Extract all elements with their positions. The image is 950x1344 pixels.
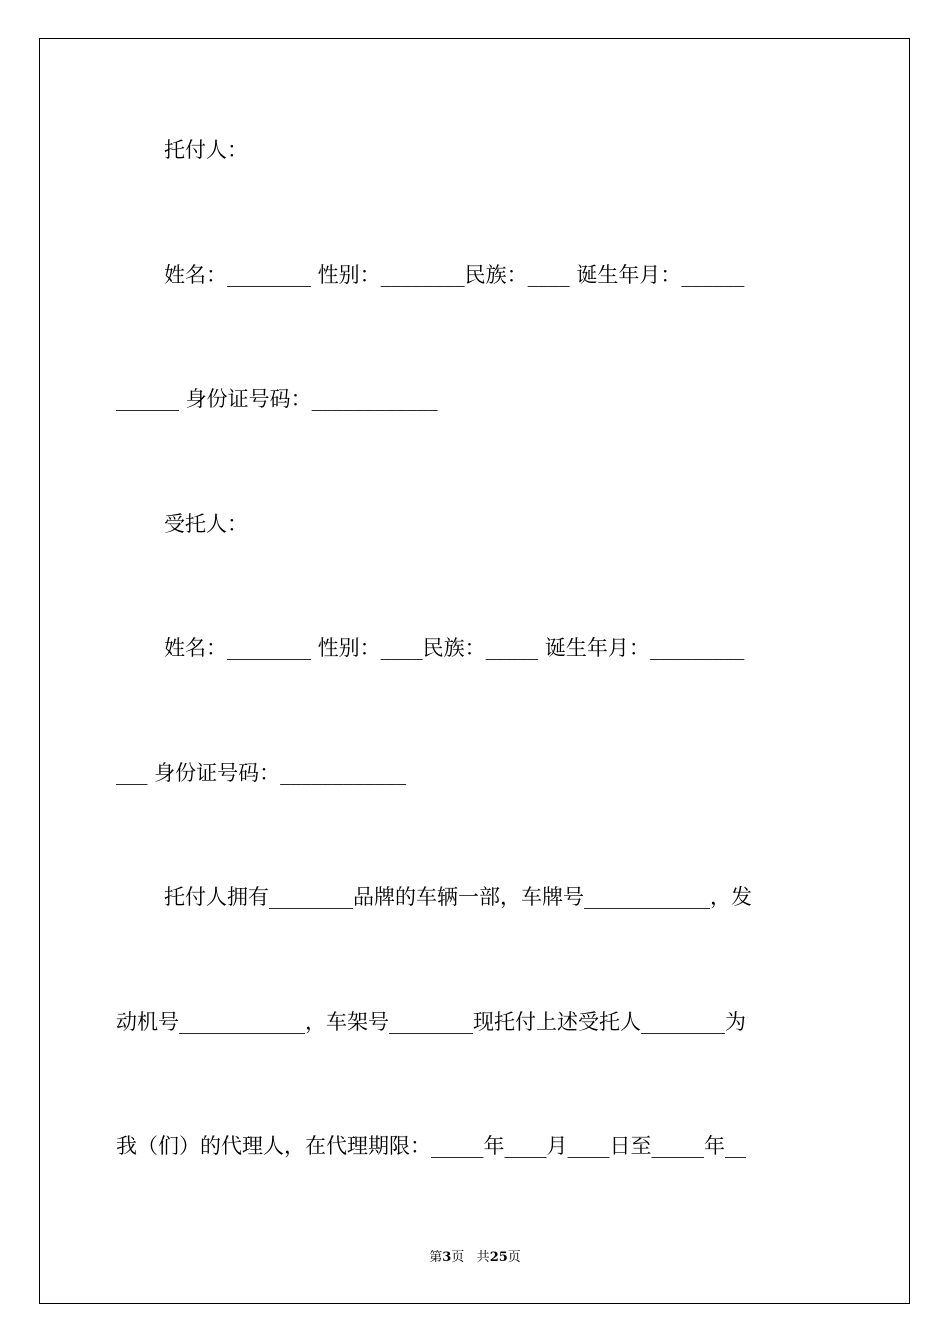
agent-info-line-2: ___ 身份证号码：____________	[116, 761, 407, 785]
footer-current-page: 3	[442, 1250, 452, 1265]
page-footer	[0, 1246, 950, 1265]
vehicle-line-2: 动机号____________，车架号________现托付上述受托人________为	[116, 1010, 746, 1034]
agent-info-line-1: 姓名：________ 性别：____民族：_____ 诞生年月：_________	[164, 636, 745, 660]
principal-info-line-2: ______ 身份证号码：____________	[116, 387, 438, 411]
footer-total-prefix: 共	[476, 1250, 490, 1265]
agent-heading: 受托人：	[164, 512, 248, 536]
footer-page-suffix: 页	[451, 1250, 465, 1265]
footer-prefix: 第	[429, 1250, 443, 1265]
page-border	[39, 38, 910, 1304]
principal-info-line-1: 姓名：________ 性别：________民族：____ 诞生年月：______	[164, 263, 745, 287]
footer-total-suffix: 页	[507, 1250, 521, 1265]
principal-heading: 托付人：	[164, 138, 248, 162]
footer-total-pages: 25	[489, 1250, 508, 1265]
vehicle-line-3: 我（们）的代理人，在代理期限：_____年____月____日至_____年__	[116, 1134, 746, 1158]
vehicle-line-1: 托付人拥有________品牌的车辆一部，车牌号____________，发	[164, 885, 752, 909]
